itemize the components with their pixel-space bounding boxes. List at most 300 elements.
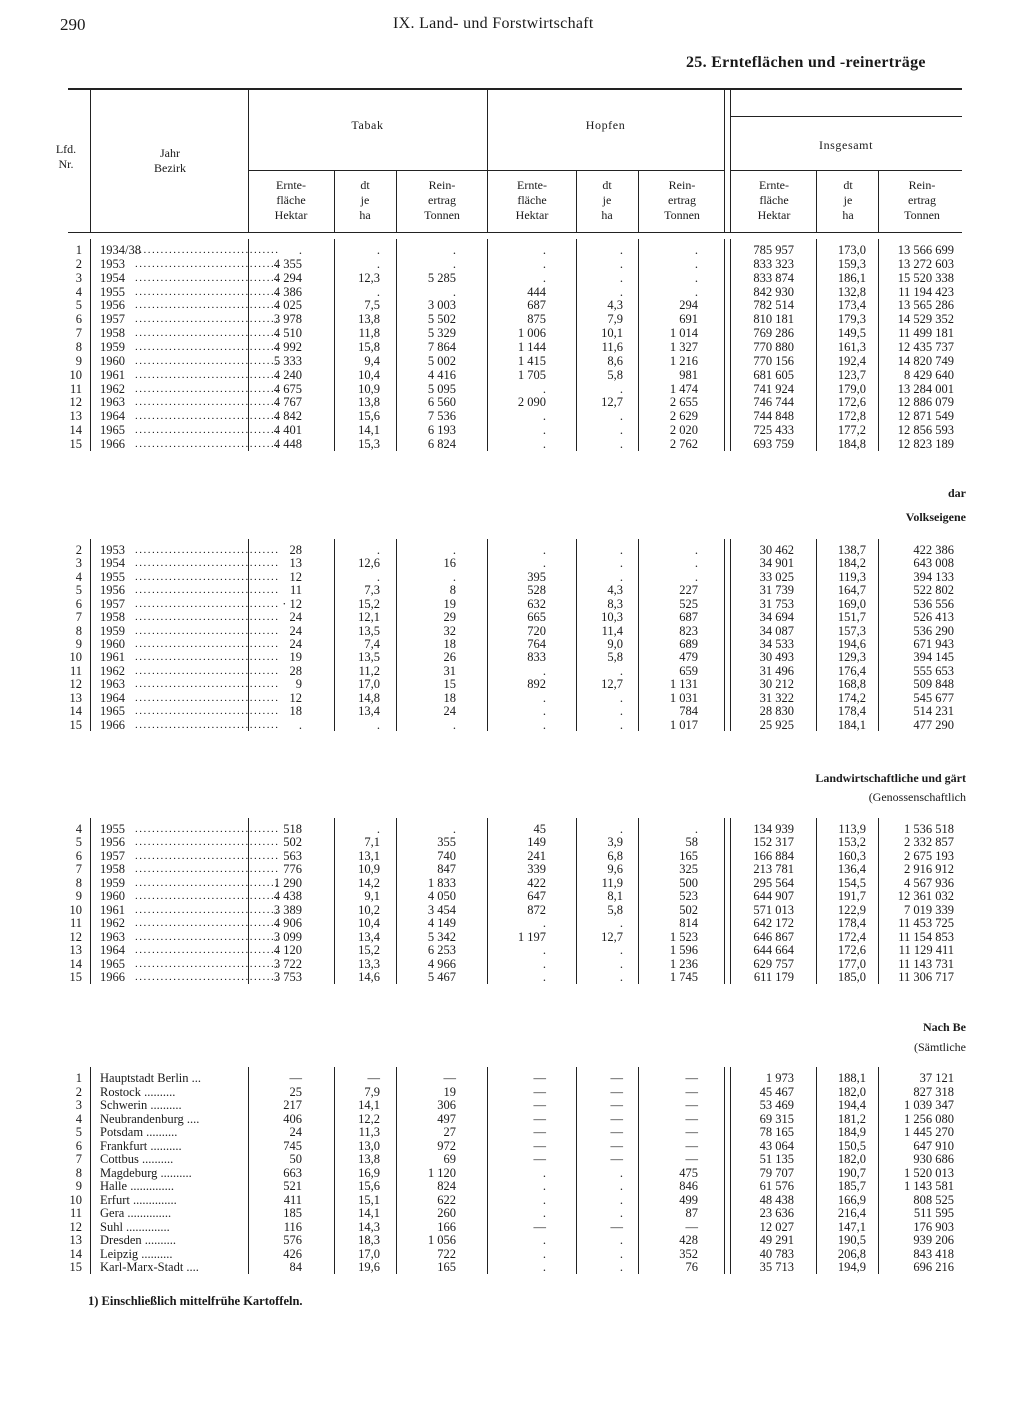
- row-label: Erfurt ..............: [100, 1192, 177, 1207]
- row-label: 1959: [100, 340, 125, 355]
- table-cell: 4 906: [273, 916, 302, 931]
- section-title: dar: [948, 486, 966, 500]
- dot-leader: ..................................: [135, 396, 280, 409]
- table-row: [0, 382, 1024, 396]
- table-cell: 4 240: [273, 367, 302, 382]
- table-cell: 502: [679, 902, 698, 917]
- table-cell: 11 143 731: [898, 956, 954, 971]
- table-row: [0, 556, 1024, 570]
- table-cell: 3 722: [273, 956, 302, 971]
- table-cell: 11,6: [601, 340, 623, 355]
- table-cell: 8,3: [607, 596, 623, 611]
- header-vline: [334, 170, 335, 232]
- table-cell: 3 978: [273, 312, 302, 327]
- row-label: 1960: [100, 353, 125, 368]
- table-cell: 17,0: [358, 677, 380, 692]
- table-cell: 28: [289, 543, 302, 557]
- table-cell: —: [685, 1138, 698, 1153]
- table-cell: 29: [443, 610, 456, 625]
- table-row: [0, 664, 1024, 678]
- table-cell: 3 099: [273, 929, 302, 944]
- table-cell: .: [619, 569, 623, 584]
- table-cell: 30 493: [759, 650, 794, 665]
- table-cell: 178,4: [837, 916, 866, 931]
- table-cell: 847: [437, 862, 456, 877]
- table-cell: —: [610, 1219, 623, 1234]
- table-cell: 563: [283, 848, 302, 863]
- row-number: 8: [75, 1165, 82, 1180]
- table-cell: 172,8: [837, 409, 866, 424]
- row-label: 1957: [100, 312, 125, 327]
- table-cell: 665: [527, 610, 546, 625]
- table-cell: 168,8: [837, 677, 866, 692]
- table-cell: .: [619, 1179, 623, 1193]
- table-cell: .: [452, 543, 456, 557]
- table-cell: 24: [289, 1125, 302, 1139]
- table-row: [0, 1125, 1024, 1139]
- table-cell: 14 529 352: [897, 312, 954, 327]
- table-cell: 184,1: [837, 717, 866, 732]
- table-cell: —: [533, 1125, 546, 1139]
- table-cell: 227: [679, 583, 698, 598]
- section-subtitle: Volkseigene: [905, 510, 966, 524]
- dot-leader: ..................................: [135, 678, 280, 691]
- table-cell: 741 924: [753, 381, 794, 396]
- table-cell: 444: [527, 284, 546, 299]
- table-cell: 9,0: [607, 637, 623, 651]
- header-bottom-rule: [68, 232, 962, 233]
- table-row: [0, 677, 1024, 691]
- table-cell: .: [298, 243, 302, 257]
- table-cell: 479: [679, 650, 698, 665]
- table-cell: 15,6: [358, 1179, 380, 1193]
- table-cell: 194,9: [837, 1260, 866, 1274]
- table-cell: .: [619, 243, 623, 257]
- table-cell: 1 745: [669, 970, 698, 985]
- table-cell: 10,3: [601, 610, 623, 625]
- table-cell: 1 596: [669, 943, 698, 958]
- table-cell: .: [542, 256, 546, 271]
- table-cell: 4,3: [607, 298, 623, 313]
- table-cell: 14,1: [358, 423, 380, 438]
- table-cell: 521: [283, 1179, 302, 1193]
- table-cell: .: [376, 243, 380, 257]
- row-label: 1963: [100, 395, 125, 410]
- header-vline: [878, 170, 879, 232]
- group-header-tabak: Tabak: [351, 118, 384, 132]
- row-number: 7: [75, 326, 82, 341]
- table-cell: 4 025: [273, 298, 302, 313]
- table-cell: 15: [443, 677, 456, 692]
- table-cell: .: [542, 1246, 546, 1261]
- table-cell: 1 474: [669, 381, 698, 396]
- row-number: 14: [69, 423, 82, 438]
- row-label: 1954: [100, 556, 125, 571]
- row-label: Leipzig ..........: [100, 1246, 173, 1261]
- table-cell: 622: [437, 1192, 456, 1207]
- table-cell: 5 333: [273, 353, 302, 368]
- table-cell: 13,8: [358, 312, 380, 327]
- header-vline: [730, 88, 731, 232]
- table-cell: 1 445 270: [904, 1125, 954, 1139]
- table-cell: —: [610, 1111, 623, 1126]
- row-label: 1962: [100, 916, 125, 931]
- table-cell: 3 003: [427, 298, 456, 313]
- table-cell: 782 514: [753, 298, 794, 313]
- table-cell: 536 290: [913, 623, 954, 638]
- table-cell: 13 565 286: [897, 298, 954, 313]
- table-cell: 14,8: [358, 690, 380, 705]
- row-label: 1954: [100, 270, 125, 285]
- table-cell: 9,6: [607, 862, 623, 877]
- row-number: 14: [69, 1246, 82, 1261]
- table-cell: .: [542, 437, 546, 452]
- table-cell: 744 848: [753, 409, 794, 424]
- header-vline: [724, 88, 725, 232]
- table-cell: 50: [289, 1152, 302, 1166]
- table-cell: —: [533, 1138, 546, 1153]
- table-cell: 4 050: [427, 889, 456, 904]
- group-rule-left: [248, 170, 724, 171]
- table-cell: 12 886 079: [897, 395, 954, 410]
- table-cell: 659: [679, 663, 698, 678]
- table-cell: 10,4: [358, 367, 380, 382]
- section-title: Nach Be: [923, 1020, 966, 1034]
- row-label: 1966: [100, 437, 125, 452]
- table-cell: 4 416: [427, 367, 456, 382]
- table-cell: 824: [437, 1179, 456, 1193]
- table-cell: —: [533, 1098, 546, 1112]
- table-cell: 53 469: [759, 1098, 794, 1112]
- table-cell: .: [619, 916, 623, 931]
- table-row: [0, 1071, 1024, 1085]
- table-cell: 395: [527, 569, 546, 584]
- table-row: [0, 543, 1024, 557]
- table-cell: 1 120: [427, 1165, 456, 1180]
- row-number: 3: [75, 556, 82, 571]
- table-cell: 518: [283, 822, 302, 836]
- row-number: 4: [75, 569, 82, 584]
- table-cell: 555 653: [913, 663, 954, 678]
- table-cell: 165: [679, 848, 698, 863]
- table-cell: 122,9: [837, 902, 866, 917]
- table-cell: 1 014: [669, 326, 698, 341]
- table-cell: 15,2: [358, 943, 380, 958]
- table-cell: 7,5: [364, 298, 380, 313]
- table-cell: 116: [283, 1219, 302, 1234]
- table-cell: 477 290: [913, 717, 954, 732]
- row-label: 1957: [100, 596, 125, 611]
- table-cell: .: [542, 916, 546, 931]
- table-row: [0, 889, 1024, 903]
- table-cell: 644 664: [753, 943, 794, 958]
- table-cell: 13,5: [358, 623, 380, 638]
- table-cell: 720: [527, 623, 546, 638]
- row-number: 1: [75, 243, 82, 257]
- table-cell: 3,9: [607, 835, 623, 850]
- table-cell: 842 930: [753, 284, 794, 299]
- table-cell: .: [619, 543, 623, 557]
- table-cell: 693 759: [753, 437, 794, 452]
- table-cell: 872: [527, 902, 546, 917]
- table-cell: 48 438: [759, 1192, 794, 1207]
- table-cell: 179,0: [837, 381, 866, 396]
- table-cell: 1 216: [669, 353, 698, 368]
- table-cell: 2 655: [669, 395, 698, 410]
- table-title: 25. Ernteflächen und -reinerträge: [686, 54, 926, 71]
- table-cell: —: [685, 1071, 698, 1085]
- table-cell: .: [619, 956, 623, 971]
- table-row: [0, 903, 1024, 917]
- table-row: [0, 271, 1024, 285]
- row-label: 1960: [100, 889, 125, 904]
- table-cell: 160,3: [837, 848, 866, 863]
- row-label: Gera ..............: [100, 1206, 172, 1220]
- table-cell: 61 576: [759, 1179, 794, 1193]
- table-cell: 526 413: [913, 610, 954, 625]
- table-row: [0, 718, 1024, 732]
- table-cell: 14,1: [358, 1098, 380, 1112]
- table-cell: 10,9: [358, 381, 380, 396]
- table-cell: 11,2: [358, 663, 380, 678]
- row-number: 6: [75, 848, 82, 863]
- table-cell: .: [694, 256, 698, 271]
- table-cell: —: [533, 1152, 546, 1166]
- row-label: 1965: [100, 956, 125, 971]
- table-cell: 15,2: [358, 596, 380, 611]
- table-cell: 4 438: [273, 889, 302, 904]
- row-label: 1958: [100, 610, 125, 625]
- table-row: [0, 1220, 1024, 1234]
- row-number: 7: [75, 1152, 82, 1166]
- table-cell: .: [542, 970, 546, 985]
- row-label: 1963: [100, 677, 125, 692]
- row-label: 1953: [100, 256, 125, 271]
- row-label: 1964: [100, 690, 125, 705]
- table-cell: —: [443, 1071, 456, 1085]
- table-cell: 1 705: [517, 367, 546, 382]
- row-number: 12: [69, 677, 82, 692]
- table-cell: 177,2: [837, 423, 866, 438]
- table-cell: 9,4: [364, 353, 380, 368]
- dot-leader: ..................................: [135, 368, 280, 381]
- table-cell: 769 286: [753, 326, 794, 341]
- table-row: [0, 583, 1024, 597]
- table-cell: 892: [527, 677, 546, 692]
- table-cell: .: [694, 284, 698, 299]
- table-cell: 31: [443, 663, 456, 678]
- table-cell: 6 253: [427, 943, 456, 958]
- table-cell: 523: [679, 889, 698, 904]
- table-cell: .: [619, 970, 623, 985]
- table-row: [0, 437, 1024, 451]
- table-cell: .: [542, 1260, 546, 1274]
- table-cell: 12 027: [759, 1219, 794, 1234]
- dot-leader: ..................................: [135, 664, 280, 677]
- table-cell: .: [694, 556, 698, 571]
- table-cell: .: [619, 409, 623, 424]
- row-number: 11: [69, 916, 82, 931]
- table-cell: 355: [437, 835, 456, 850]
- dot-leader: ..................................: [135, 705, 280, 718]
- table-cell: 846: [679, 1179, 698, 1193]
- dot-leader: ..................................: [135, 438, 280, 451]
- table-cell: 43 064: [759, 1138, 794, 1153]
- table-cell: .: [452, 243, 456, 257]
- table-cell: 27: [443, 1125, 456, 1139]
- row-label: 1966: [100, 717, 125, 732]
- table-cell: 497: [437, 1111, 456, 1126]
- table-cell: 34 533: [759, 637, 794, 651]
- table-cell: 194,6: [837, 637, 866, 651]
- table-cell: 12,2: [358, 1111, 380, 1126]
- table-cell: 691: [679, 312, 698, 327]
- row-number: 5: [75, 835, 82, 850]
- table-cell: 422: [527, 875, 546, 890]
- dot-leader: ..................................: [135, 957, 280, 970]
- table-cell: 31 739: [759, 583, 794, 598]
- table-cell: 4 675: [273, 381, 302, 396]
- table-cell: 426: [283, 1246, 302, 1261]
- table-cell: —: [610, 1125, 623, 1139]
- row-label: 1966: [100, 970, 125, 985]
- table-cell: 13 566 699: [897, 243, 954, 257]
- table-cell: 11 154 853: [898, 929, 954, 944]
- table-cell: 5,8: [607, 650, 623, 665]
- table-cell: —: [610, 1098, 623, 1112]
- table-cell: 2 675 193: [904, 848, 954, 863]
- table-row: [0, 340, 1024, 354]
- table-cell: 4,3: [607, 583, 623, 598]
- dot-leader: ..................................: [135, 836, 280, 849]
- row-number: 6: [75, 596, 82, 611]
- table-cell: 26: [443, 650, 456, 665]
- table-row: [0, 1166, 1024, 1180]
- group-rule-insgesamt-top: [730, 116, 962, 117]
- table-cell: 153,2: [837, 835, 866, 850]
- table-cell: 671 943: [913, 637, 954, 651]
- table-cell: 930 686: [913, 1152, 954, 1166]
- row-label: 1962: [100, 381, 125, 396]
- table-cell: 4 767: [273, 395, 302, 410]
- table-cell: 123,7: [837, 367, 866, 382]
- table-cell: 646 867: [753, 929, 794, 944]
- table-cell: 17,0: [358, 1246, 380, 1261]
- table-cell: 428: [679, 1233, 698, 1247]
- table-cell: 422 386: [913, 543, 954, 557]
- table-cell: 58: [685, 835, 698, 850]
- table-cell: 10,2: [358, 902, 380, 917]
- table-cell: 12,6: [358, 556, 380, 571]
- table-cell: —: [367, 1071, 380, 1085]
- table-cell: 13,3: [358, 956, 380, 971]
- table-cell: 78 165: [759, 1125, 794, 1139]
- table-cell: 3 389: [273, 902, 302, 917]
- table-cell: 241: [527, 848, 546, 863]
- table-cell: .: [619, 423, 623, 438]
- row-number: 10: [69, 1192, 82, 1207]
- row-number: 15: [69, 970, 82, 985]
- header-vline: [90, 88, 91, 232]
- row-number: 11: [69, 1206, 82, 1220]
- table-cell: 3 454: [427, 902, 456, 917]
- table-cell: 1 006: [517, 326, 546, 341]
- table-cell: 185: [283, 1206, 302, 1220]
- table-cell: .: [542, 1206, 546, 1220]
- row-number: 6: [75, 1138, 82, 1153]
- table-cell: 5,8: [607, 367, 623, 382]
- table-cell: 14,2: [358, 875, 380, 890]
- dot-leader: ..................................: [135, 257, 280, 270]
- row-label: 1958: [100, 326, 125, 341]
- table-cell: 1 833: [427, 875, 456, 890]
- table-cell: 136,4: [837, 862, 866, 877]
- dot-leader: ..................................: [135, 651, 280, 664]
- table-cell: 13 284 001: [897, 381, 954, 396]
- table-cell: —: [685, 1125, 698, 1139]
- table-cell: 10,4: [358, 916, 380, 931]
- table-cell: 45: [533, 822, 546, 836]
- row-number: 9: [75, 637, 82, 651]
- table-cell: 745: [283, 1138, 302, 1153]
- table-row: [0, 1206, 1024, 1220]
- header-vline: [638, 170, 639, 232]
- table-cell: .: [619, 1260, 623, 1274]
- table-cell: 5,8: [607, 902, 623, 917]
- table-cell: 19: [443, 1084, 456, 1099]
- row-label: 1963: [100, 929, 125, 944]
- table-cell: .: [452, 822, 456, 836]
- table-cell: 764: [527, 637, 546, 651]
- table-cell: 25: [289, 1084, 302, 1099]
- table-row: [0, 930, 1024, 944]
- table-cell: 10,1: [601, 326, 623, 341]
- table-cell: 16: [443, 556, 456, 571]
- header-top-rule: [68, 88, 962, 90]
- table-cell: 827 318: [913, 1084, 954, 1099]
- table-row: [0, 257, 1024, 271]
- row-number: 1: [75, 1071, 82, 1085]
- table-cell: 13,1: [358, 848, 380, 863]
- table-cell: —: [533, 1084, 546, 1099]
- row-label: 1956: [100, 835, 125, 850]
- table-cell: 746 744: [753, 395, 794, 410]
- table-cell: 159,3: [837, 256, 866, 271]
- table-cell: 12,7: [601, 395, 623, 410]
- table-cell: 528: [527, 583, 546, 598]
- table-row: [0, 298, 1024, 312]
- table-cell: .: [619, 1233, 623, 1247]
- table-cell: 194,4: [837, 1098, 866, 1112]
- table-cell: —: [289, 1071, 302, 1085]
- row-number: 7: [75, 610, 82, 625]
- table-row: [0, 835, 1024, 849]
- table-cell: .: [376, 569, 380, 584]
- table-cell: 51 135: [759, 1152, 794, 1166]
- table-cell: 13,5: [358, 650, 380, 665]
- table-cell: 84: [289, 1260, 302, 1274]
- table-row: [0, 849, 1024, 863]
- table-cell: 33 025: [759, 569, 794, 584]
- table-cell: 154,5: [837, 875, 866, 890]
- table-row: [0, 1098, 1024, 1112]
- table-cell: 4 510: [273, 326, 302, 341]
- row-number: 15: [69, 437, 82, 452]
- row-number: 2: [75, 256, 82, 271]
- table-cell: 8 429 640: [904, 367, 954, 382]
- table-cell: 177,0: [837, 956, 866, 971]
- row-label: 1953: [100, 543, 125, 557]
